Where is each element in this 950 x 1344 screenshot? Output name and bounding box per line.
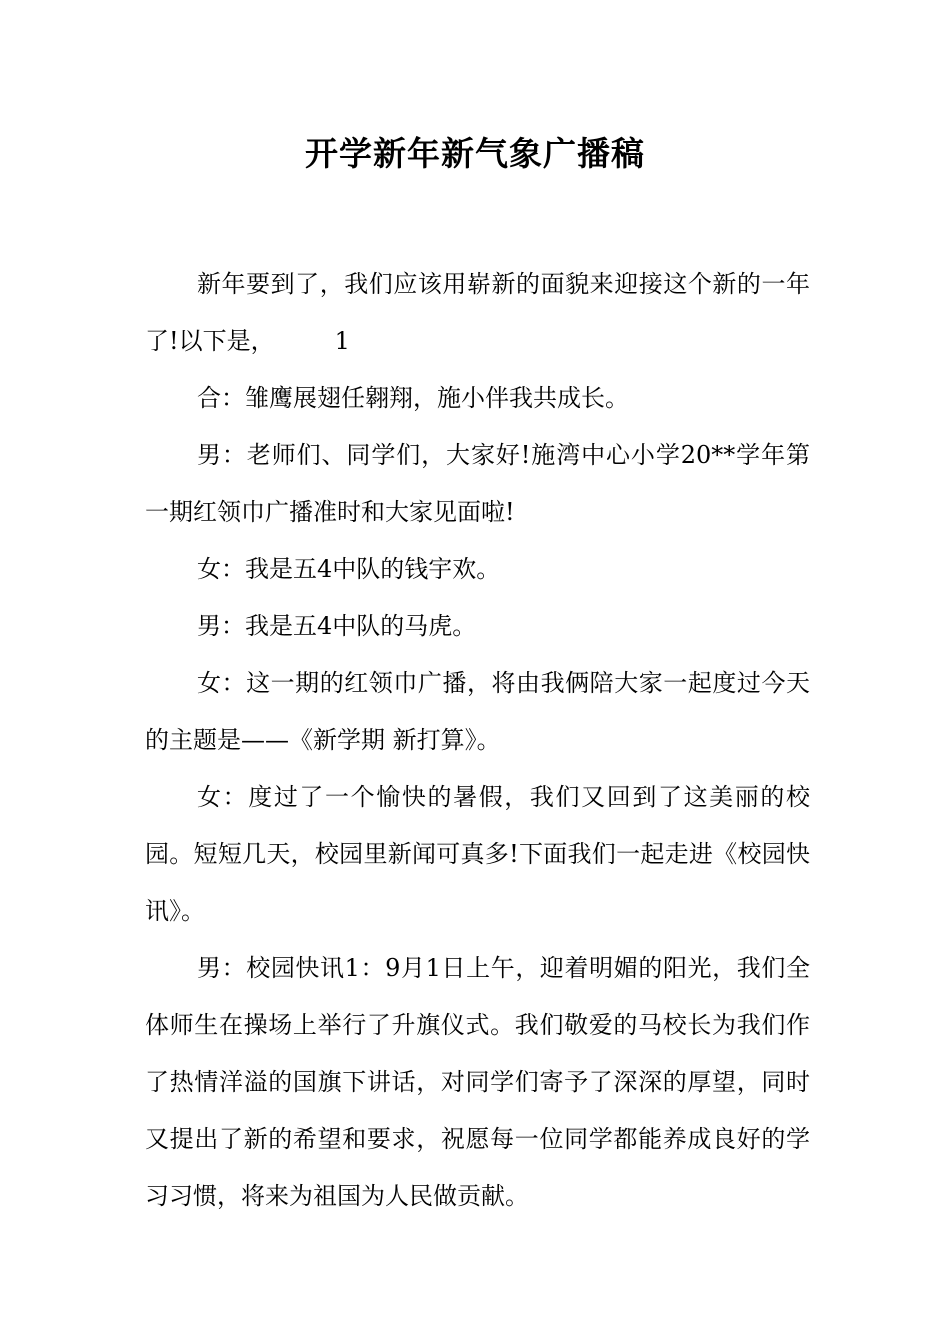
- paragraph-campus-news-intro: 女：度过了一个愉快的暑假，我们又回到了这美丽的校园。短短几天，校园里新闻可真多!下面我们一起走进《校园快讯》。: [145, 783, 810, 925]
- paragraph-greeting: 男：老师们、同学们，大家好!施湾中心小学20**学年第一期红领巾广播准时和大家见面啦!: [145, 441, 810, 526]
- paragraph-chorus: 合：雏鹰展翅任翱翔，施小伴我共成长。: [197, 384, 629, 412]
- paragraph-intro: 新年要到了，我们应该用崭新的面貌来迎接这个新的一年了!以下是， 1: [145, 270, 810, 355]
- paragraph-host-female: 女：我是五4中队的钱宇欢。: [197, 555, 501, 583]
- paragraph-campus-news-1: 男：校园快讯1：9月1日上午，迎着明媚的阳光，我们全体师生在操场上举行了升旗仪式。我们敬爱的马校长为我们作了热情洋溢的国旗下讲话，对同学们寄予了深深的厚望，同时又提出了新的希望和要求，祝愿每一位同学都能养成良好的学习习惯，将来为祖国为人民做贡献。: [145, 954, 810, 1210]
- paragraph-host-male: 男：我是五4中队的马虎。: [197, 612, 477, 640]
- paragraph-theme: 女：这一期的红领巾广播，将由我俩陪大家一起度过今天的主题是——《新学期 新打算》。: [145, 669, 810, 754]
- document-title: 开学新年新气象广播稿: [305, 134, 645, 173]
- document-body: [145, 256, 810, 1225]
